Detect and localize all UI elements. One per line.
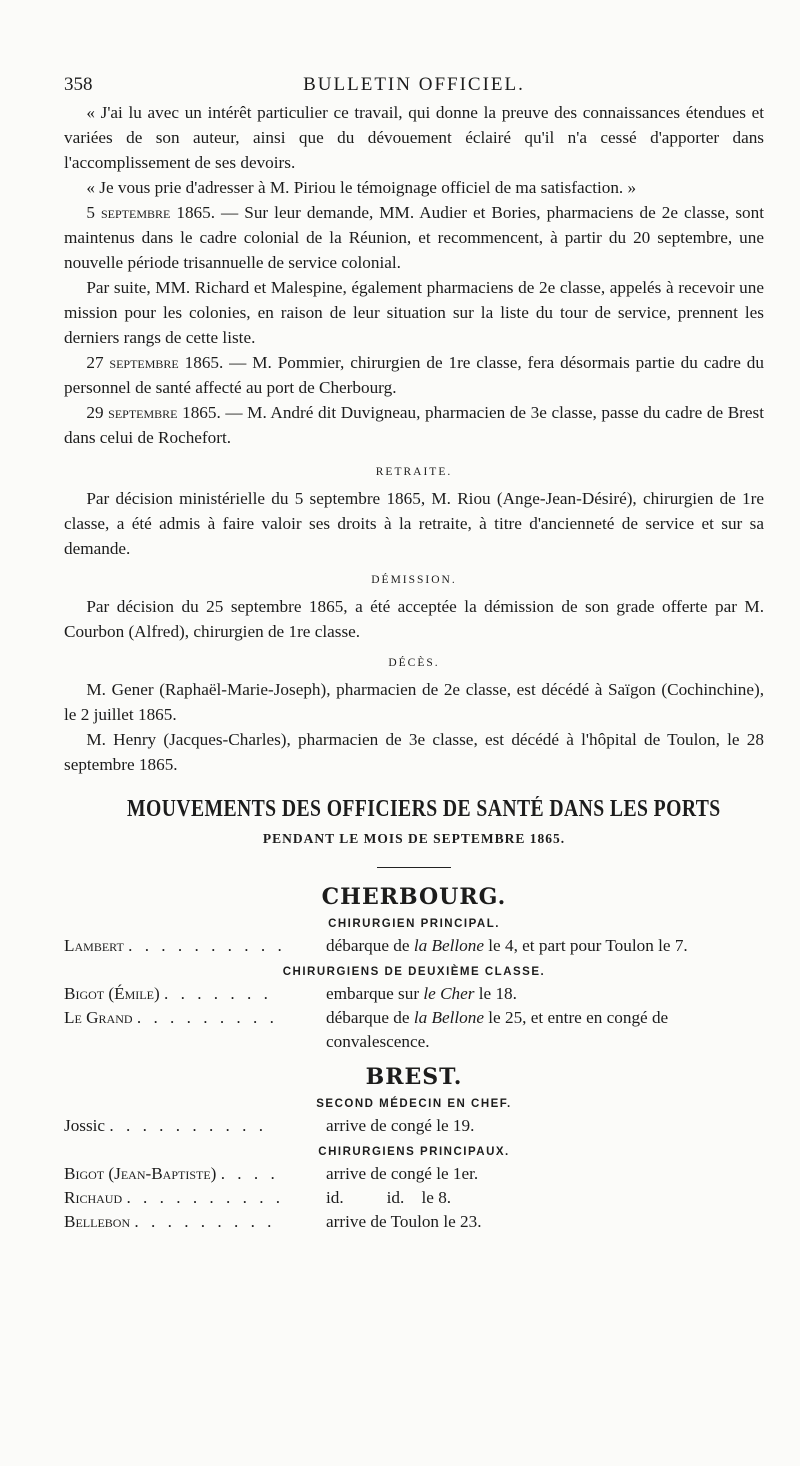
officer-name: Richaud [64,1188,123,1207]
deces-paragraph-2: M. Henry (Jacques-Charles), pharmacien de 3e classe, est décédé à l'hôpital de Toulon, le 28 septembre 1865. [64,730,764,774]
paragraph-5-septembre [64,200,764,275]
dot-leader: . . . . . . . [164,984,272,1003]
rank-heading-chirurgiens-deuxieme-classe: CHIRURGIENS DE DEUXIÈME CLASSE. [282,966,546,978]
list-item [64,1210,764,1234]
movement-text: id. id. le 8. [326,1188,452,1207]
dot-leader: . . . . [220,1164,279,1183]
date-29-septembre: 29 septembre 1865. [86,403,221,422]
paragraph-par-suite: Par suite, MM. Richard et Malespine, également pharmaciens de 2e classe, appelés à recevoir une mission pour les colonies, en raison de leur situation sur la liste du tour de service, prennent les derniers rangs de cette liste. [64,278,764,347]
list-item [64,1162,764,1186]
movement-text: arrive de congé le 19. [326,1116,475,1135]
list-item [64,1186,764,1210]
date-5-septembre: 5 septembre 1865. [86,203,216,222]
movement-text: débarque de la Bellone le 4, et part pour Toulon le 7. [326,936,688,955]
ship-name: la Bellone [413,936,484,955]
officer-name: Bellebon [64,1212,131,1231]
paragraph-29-septembre [64,400,764,450]
officer-name: Lambert [64,936,124,955]
rank-heading-chirurgien-principal: CHIRURGIEN PRINCIPAL. [328,918,500,930]
list-item [64,1114,764,1138]
page-number: 358 [64,74,93,95]
date-27-septembre: 27 septembre 1865. [86,353,224,372]
rank-heading-chirurgiens-principaux: CHIRURGIENS PRINCIPAUX. [318,1146,510,1158]
mouvements-title: MOUVEMENTS DES OFFICIERS DE SANTÉ DANS LES PORTS [127,796,721,822]
page-header [64,70,764,100]
rank-heading-second-medecin-en-chef: SECOND MÉDECIN EN CHEF. [316,1098,512,1110]
list-item [64,982,764,1006]
dot-leader: . . . . . . . . . . [126,1188,285,1207]
dot-leader: . . . . . . . . . [134,1212,276,1231]
officer-name: Bigot (Jean-Baptiste) [64,1164,217,1183]
running-title: BULLETIN OFFICIEL. [303,74,525,95]
dot-leader: . . . . . . . . . . [128,936,286,955]
retraite-paragraph: Par décision ministérielle du 5 septembre 1865, M. Riou (Ange-Jean-Désiré), chirurgien de 1re classe, a été admis à faire valoir ses droits à la retraite, à titre d'ancienneté de service et sur sa demande. [64,489,764,558]
port-heading-cherbourg: CHERBOURG. [321,884,507,910]
demission-paragraph: Par décision du 25 septembre 1865, a été acceptée la démission de son grade offerte par M. Courbon (Alfred), chirurgien de 1re classe. [64,597,764,641]
list-item [64,1006,764,1054]
port-heading-brest: BREST. [365,1064,463,1090]
dot-leader: . . . . . . . . . [136,1008,278,1027]
movement-text: débarque de la Bellone le 25, et entre en congé de convalescence. [326,1008,669,1051]
intro-paragraph-2: « Je vous prie d'adresser à M. Piriou le témoignage officiel de ma satisfaction. » [86,178,637,197]
divider-rule [377,867,451,868]
officer-name: Le Grand [64,1008,133,1027]
retraite-heading: RETRAITE. [375,466,453,478]
officer-name: Bigot (Émile) [64,984,160,1003]
ship-name: la Bellone [413,1008,484,1027]
dot-leader: . . . . . . . . . . [109,1116,268,1135]
list-item [64,934,764,958]
movement-text: embarque sur le Cher le 18. [326,984,517,1003]
deces-heading: DÉCÈS. [388,657,440,669]
ship-name: le Cher [423,984,475,1003]
mouvements-subtitle: PENDANT LE MOIS DE SEPTEMBRE 1865. [262,831,566,846]
text-29-septembre: — M. André dit Duvigneau, pharmacien de 3e classe, passe du cadre de Brest dans celui de Rochefort. [64,403,764,447]
text-27-septembre: — M. Pommier, chirurgien de 1re classe, fera désormais partie du cadre du personnel de santé affecté au port de Cherbourg. [64,353,764,397]
demission-heading: DÉMISSION. [371,574,457,586]
deces-paragraph-1: M. Gener (Raphaël-Marie-Joseph), pharmacien de 2e classe, est décédé à Saïgon (Cochinchine), le 2 juillet 1865. [64,680,764,724]
movement-text: arrive de Toulon le 23. [326,1212,482,1231]
text-5-septembre: — Sur leur demande, MM. Audier et Bories, pharmaciens de 2e classe, sont maintenus dans le cadre colonial de la Réunion, et recommencent, à partir du 20 septembre, une nouvelle période trisannuelle de service colonial. [64,203,764,272]
paragraph-27-septembre [64,350,764,400]
movement-text: arrive de congé le 1er. [326,1164,479,1183]
intro-paragraph-1: « J'ai lu avec un intérêt particulier ce travail, qui donne la preuve des connaissances étendues et variées de son auteur, ainsi que du dévouement éclairé qu'il n'a cessé d'apporter dans l'accomplissement de ses devoirs. [64,103,764,172]
officer-name: Jossic [64,1116,106,1135]
